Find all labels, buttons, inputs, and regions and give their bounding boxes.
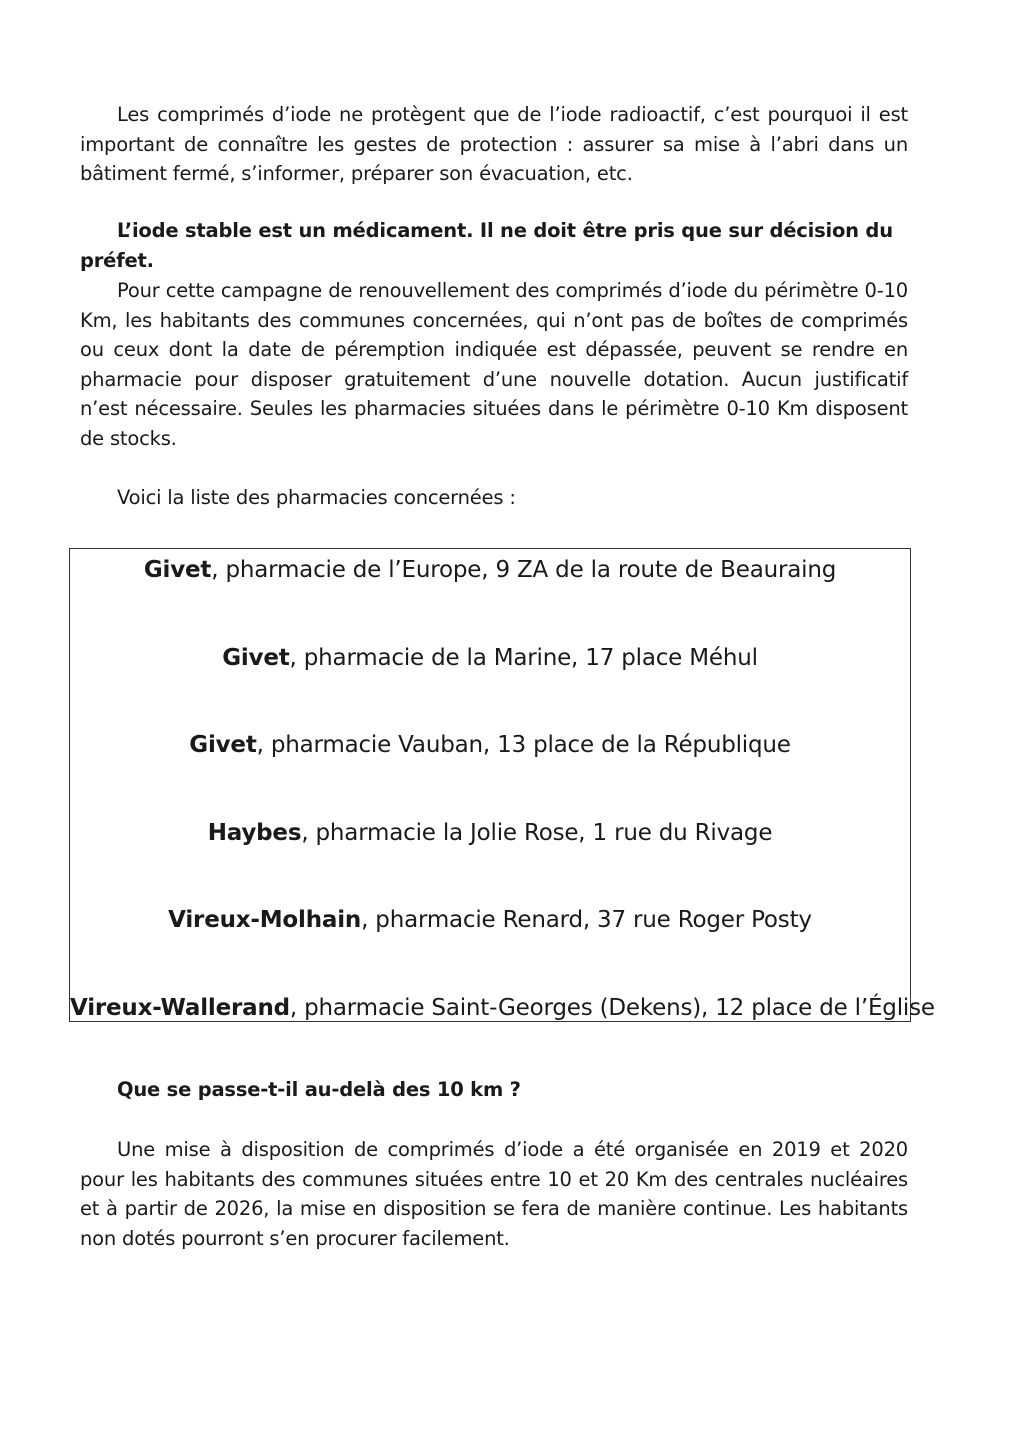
pharmacy-city: Givet — [189, 732, 257, 758]
pharmacy-city: Vireux-Molhain — [168, 907, 362, 933]
warning-paragraph: L’iode stable est un médicament. Il ne doit être pris que sur décision du préfet. — [80, 219, 893, 272]
pharmacy-details: , pharmacie la Jolie Rose, 1 rue du Rivage — [301, 820, 773, 846]
pharmacy-city: Givet — [143, 557, 212, 583]
pharmacy-details: , pharmacie Vauban, 13 place de la République — [256, 732, 791, 758]
pharmacy-city: Vireux-Wallerand — [70, 995, 290, 1021]
pharmacy-details: , pharmacie de la Marine, 17 place Méhul — [289, 645, 758, 671]
pharmacy-list-intro: Voici la liste des pharmacies concernées : — [117, 486, 516, 509]
pharmacy-entry — [70, 993, 935, 1023]
pharmacy-entry — [70, 555, 910, 585]
pharmacy-entry — [70, 818, 910, 848]
intro-paragraph: Les comprimés d’iode ne protègent que de l’iode radioactif, c’est pourquoi il est important de connaître les gestes de protection : assurer sa mise à l’abri dans un bâtiment fermé, s’informer, préparer son évacuation, etc. — [80, 103, 908, 185]
section-heading: Que se passe-t-il au-delà des 10 km ? — [117, 1078, 521, 1101]
campaign-paragraph: Pour cette campagne de renouvellement des comprimés d’iode du périmètre 0-10 Km, les habitants des communes concernées, qui n’ont pas de boîtes de comprimés ou ceux dont la date de péremption indiquée est dépassée, peuvent se rendre en pharmacie pour disposer gratuitement d’une nouvelle dotation. Aucun justificatif n’est nécessaire. Seules les pharmacies situées dans le périmètre 0-10 Km disposent de stocks. — [80, 279, 908, 450]
pharmacy-details: , pharmacie Saint-Georges (Dekens), 12 place de l’Église — [289, 995, 935, 1021]
pharmacy-list-box — [69, 548, 935, 1022]
beyond-10km-paragraph: Une mise à disposition de comprimés d’iode a été organisée en 2019 et 2020 pour les habitants des communes situées entre 10 et 20 Km des centrales nucléaires et à partir de 2026, la mise en disposition se fera de manière continue. Les habitants non dotés pourront s’en procurer facilement. — [80, 1138, 908, 1250]
pharmacy-city: Givet — [222, 645, 290, 671]
pharmacy-entry — [70, 905, 910, 935]
pharmacy-entry — [70, 643, 910, 673]
pharmacy-city: Haybes — [207, 820, 302, 846]
pharmacy-entry — [70, 730, 910, 760]
pharmacy-details: , pharmacie Renard, 37 rue Roger Posty — [361, 907, 812, 933]
pharmacy-details: , pharmacie de l’Europe, 9 ZA de la route de Beauraing — [211, 557, 837, 583]
